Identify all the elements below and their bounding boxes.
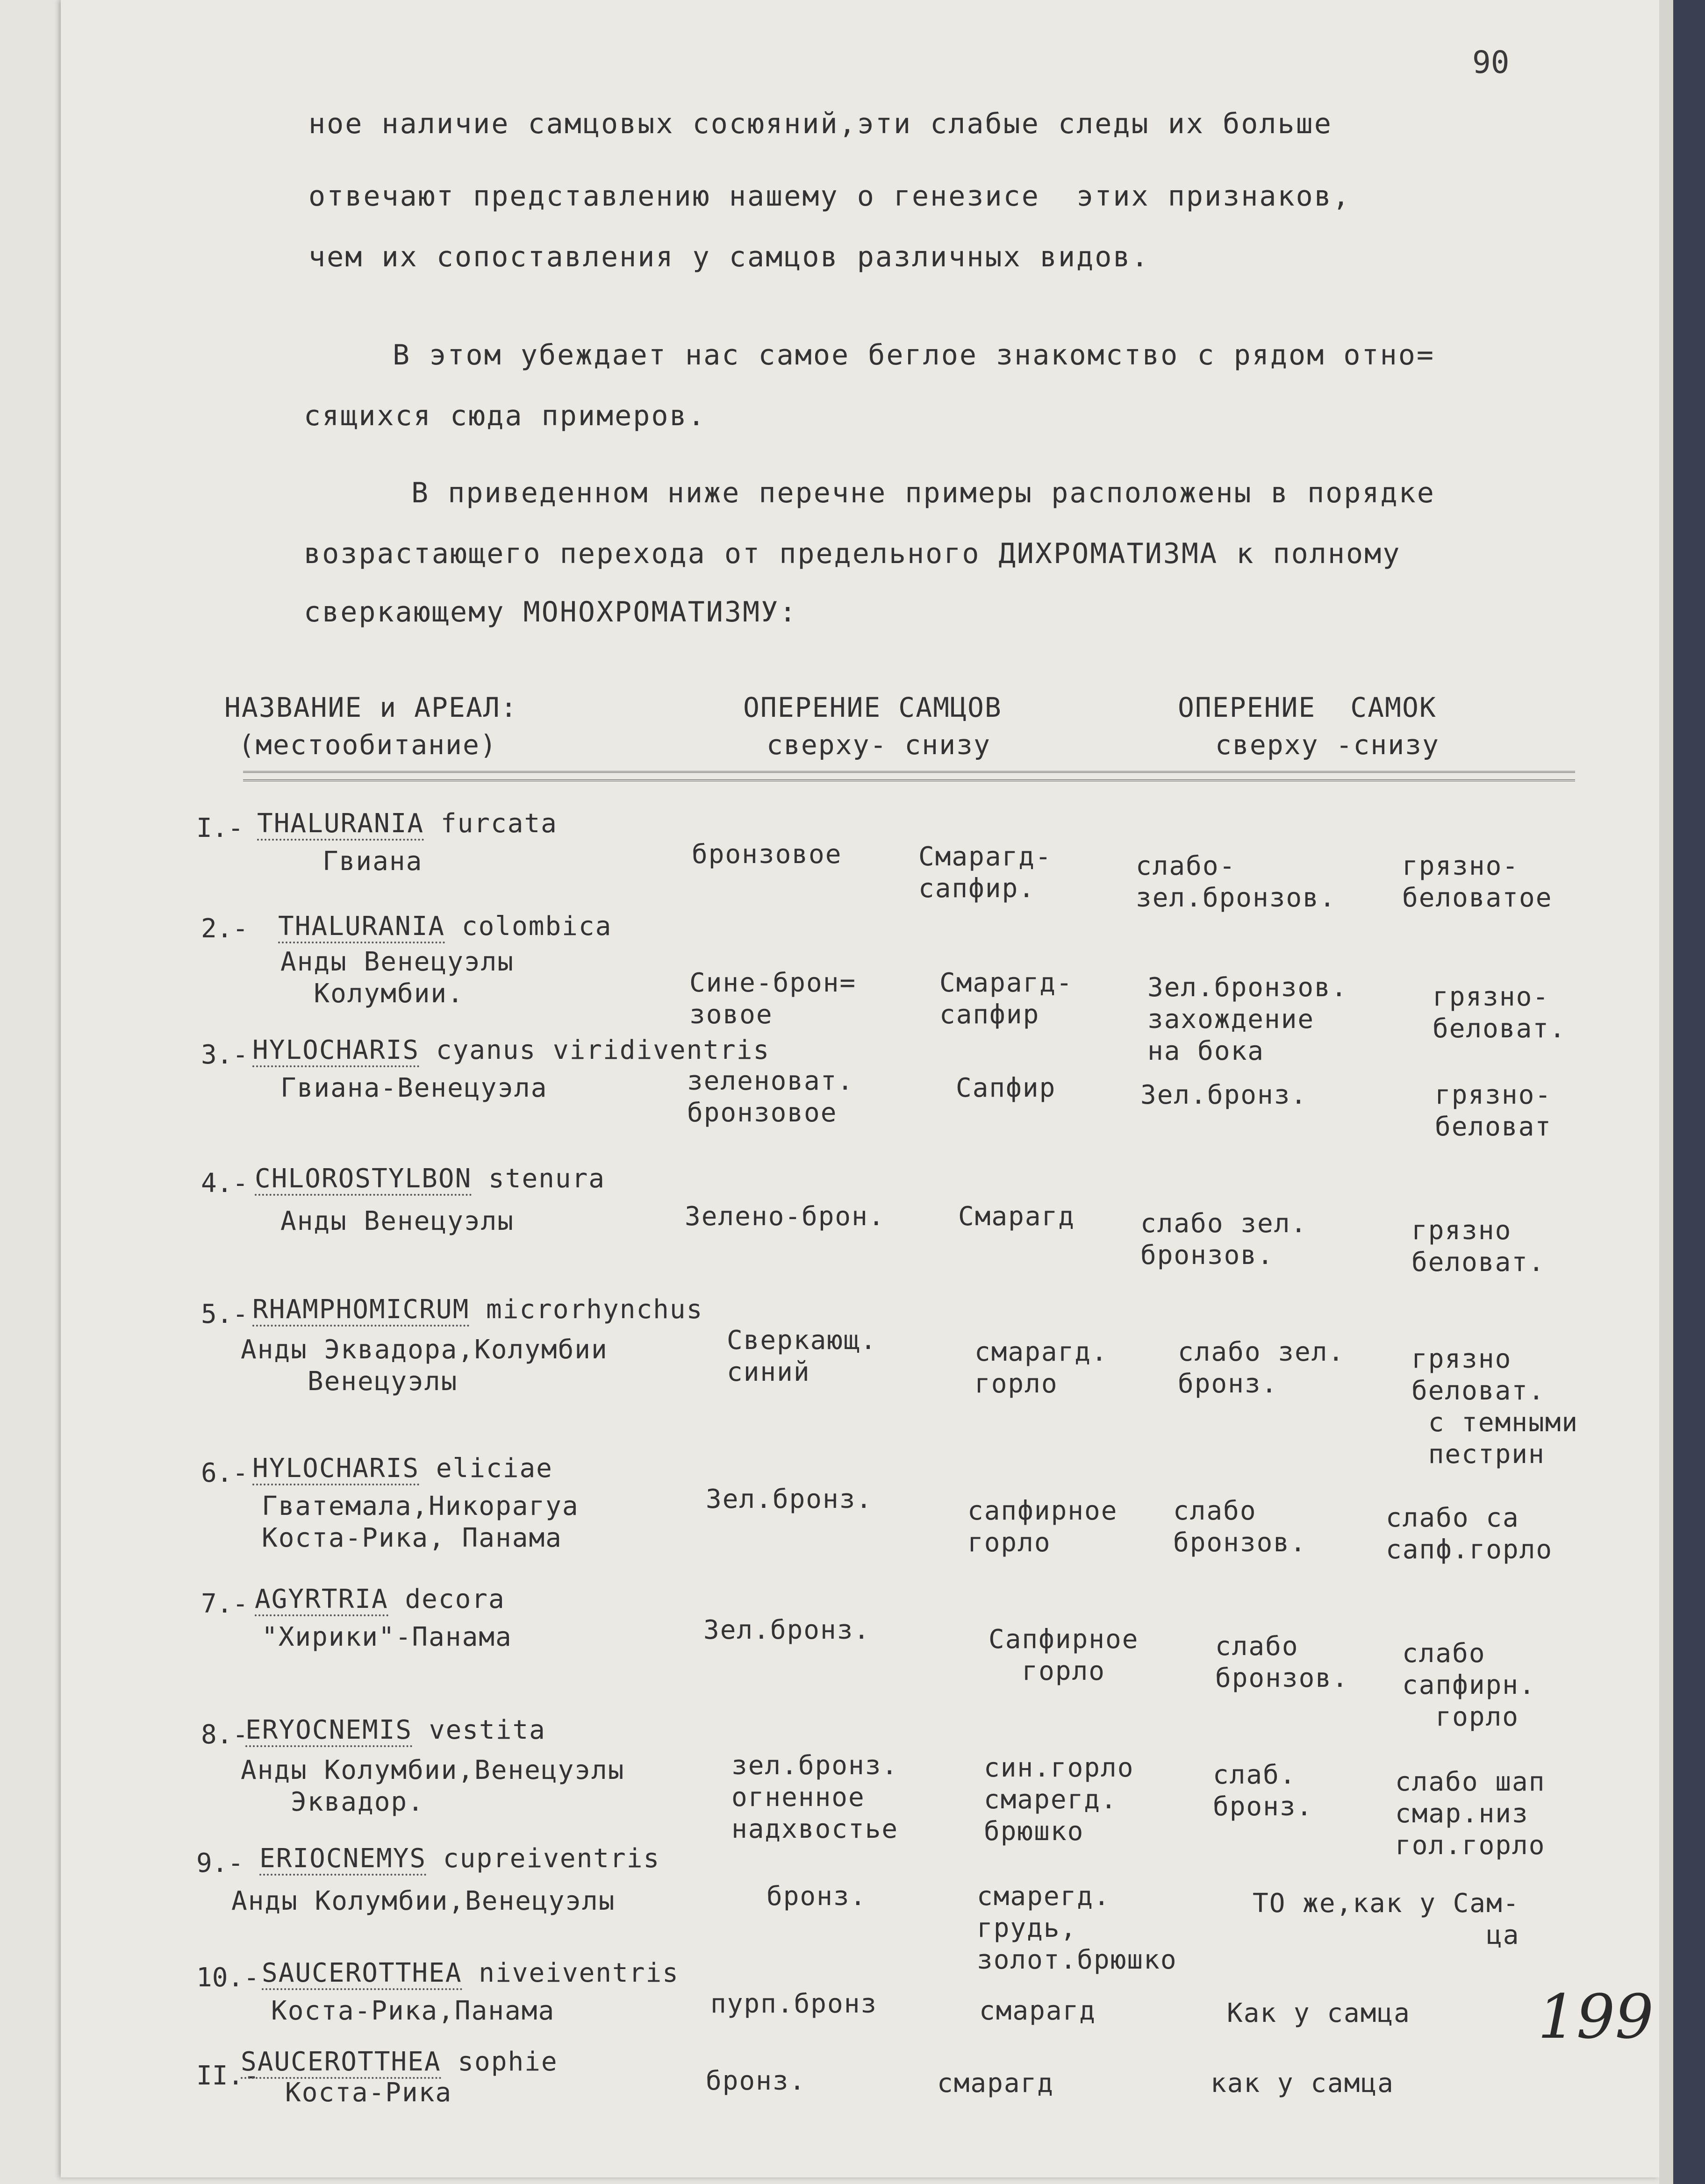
male-top: Сине-брон= зовое [689,968,857,1030]
header-male-plumage: ОПЕРЕНИЕ САМЦОВ [743,692,1002,723]
species: decora [405,1584,505,1614]
male-top: пурп.бронз [710,1989,878,2019]
female-top: как у самца [1211,2068,1394,2098]
paragraph-line: В этом убеждает нас самое беглое знакомство с рядом отно= [393,339,1435,371]
male-bottom: смарагд [937,2068,1054,2098]
row-number: 6.- [201,1458,249,1488]
female-bottom: грязно беловат. [1411,1215,1545,1278]
male-bottom: смарагд [979,1996,1096,2026]
male-bottom: Смарагд- сапфир. [918,842,1052,904]
male-top: Зел.бронз. [706,1484,873,1514]
habitat: Гватемала,Никорагуа Коста-Рика, Панама [262,1491,579,1553]
species-name [257,808,558,839]
row-number: 10.- [196,1963,259,1993]
female-top: ТО же,как у Сам- ца [1253,1888,1520,1950]
genus: HYLOCHARIS [252,1035,419,1067]
header-name-area: НАЗВАНИЕ и АРЕАЛ: [224,692,518,723]
habitat: Гвиана [322,846,423,877]
female-bottom: грязно- беловат. [1433,982,1566,1044]
species-name [255,1163,605,1194]
row-number: 5.- [201,1299,249,1329]
page-edge [1659,0,1673,2184]
female-top: Зел.бронз. [1140,1080,1308,1110]
species: vestita [429,1715,546,1745]
species-name [259,1843,660,1874]
habitat: Коста-Рика,Панама [271,1996,555,2026]
male-top: Сверкающ. синий [727,1325,877,1387]
female-top: слабо зел. бронз. [1178,1337,1345,1399]
paragraph-line: сверкающему МОНОХРОМАТИЗМУ: [304,596,798,628]
genus: SAUCEROTTHEA [262,1958,462,1990]
header-female-plumage: ОПЕРЕНИЕ САМОК [1178,692,1437,723]
female-top: слаб. бронз. [1213,1760,1313,1822]
row-number: I.- [196,813,244,843]
paragraph-line: чем их сопоставления у самцов различных видов. [308,241,1150,273]
species-name [252,1294,703,1325]
species: stenura [488,1163,606,1194]
male-bottom: смарегд. грудь, золот.брюшко [977,1881,1177,1975]
genus: ERIOCNEMYS [259,1843,426,1876]
habitat: "Хирики"-Панама [262,1622,512,1652]
male-bottom: Сапфирное горло [989,1624,1139,1686]
male-bottom: Сапфир [956,1073,1056,1103]
habitat: Анды Венецуэлы [280,1206,515,1236]
genus: CHLOROSTYLBON [255,1163,472,1196]
genus: THALURANIA [278,911,445,943]
habitat: Анды Эквадора,Колумбии Венецуэлы [241,1335,608,1397]
female-top: слабо- зел.бронзов. [1136,851,1336,913]
row-number: II.- [196,2061,259,2091]
female-top: слабо зел. бронзов. [1140,1208,1308,1270]
header-female-sides: сверху -снизу [1215,729,1440,761]
genus: RHAMPHOMICRUM [252,1294,469,1327]
species-name [262,1958,679,1988]
species-name [252,1035,770,1065]
species-name [241,2047,558,2077]
row-number: 9.- [196,1848,244,1878]
species-name [255,1584,505,1614]
female-bottom: слабо шап смар.низ гол.горло [1395,1767,1546,1861]
male-top: бронзовое [692,839,842,870]
header-double-rule [243,771,1575,781]
female-top: Зел.бронзов. захождение на бока [1147,972,1348,1066]
folio-number-handwritten: 199 [1538,1981,1654,2052]
row-number: 2.- [201,914,249,944]
species: microrhynchus [486,1294,703,1325]
habitat: Анды Колумбии,Венецуэлы Эквадор. [241,1755,625,1817]
paragraph-line: возрастающего перехода от предельного ДИХРОМАТИЗМА к полному [304,537,1401,570]
page-number: 90 [1472,44,1510,80]
female-top: слабо бронзов. [1215,1631,1349,1693]
header-habitat: (местообитание) [238,729,497,761]
female-bottom: грязно- беловат [1435,1080,1552,1142]
genus: ERYOCNEMIS [245,1715,412,1747]
male-top: бронз. [706,2066,806,2096]
paragraph-line: ное наличие самцовых сосюяний,эти слабые следы их больше [308,107,1332,140]
habitat: Анды Колумбии,Венецуэлы [231,1886,616,1916]
female-bottom: слабо сапфирн. горло [1402,1638,1536,1732]
habitat: Анды Венецуэлы Колумбии. [280,947,515,1009]
male-top: бронз. [767,1881,867,1912]
genus: SAUCEROTTHEA [241,2047,441,2079]
genus: AGYRTRIA [255,1584,388,1616]
species: colombica [461,911,612,942]
species: cyanus viridiventris [436,1035,770,1065]
habitat: Коста-Рика [285,2077,452,2108]
paragraph-line: сящихся сюда примеров. [304,400,706,432]
male-bottom: сапфирное горло [967,1496,1118,1558]
species: eliciae [436,1453,553,1484]
species: cupreiventris [443,1843,660,1874]
species-name [245,1715,546,1745]
male-top: зел.бронз. огненное надхвостье [731,1750,899,1844]
header-male-sides: сверху- снизу [767,729,991,761]
species: sophie [458,2047,558,2077]
female-bottom: грязно- беловатое [1402,851,1553,913]
species: furcata [440,808,558,839]
genus: THALURANIA [257,808,424,841]
male-bottom: смарагд. горло [974,1337,1108,1399]
species-name [278,911,612,942]
female-top: Как у самца [1227,1998,1411,2028]
habitat: Гвиана-Венецуэла [280,1073,548,1103]
species: niveiventris [479,1958,679,1988]
male-top: зеленоват. бронзовое [687,1066,854,1128]
row-number: 7.- [201,1589,249,1619]
paragraph-line: В приведенном ниже перечне примеры расположены в порядке [411,477,1435,509]
male-bottom: Смарагд [958,1201,1075,1232]
male-top: Зелено-брон. [685,1201,885,1232]
genus: HYLOCHARIS [252,1453,419,1485]
row-number: 4.- [201,1168,249,1199]
species-name [252,1453,553,1484]
male-top: Зел.бронз. [703,1615,871,1645]
paragraph-line: отвечают представлению нашему о генезисе этих признаков, [308,180,1351,213]
row-number: 8.- [201,1720,249,1750]
male-bottom: Смарагд- сапфир [939,968,1073,1030]
female-bottom: грязно беловат. с темными пестрин [1411,1344,1579,1470]
female-top: слабо бронзов. [1173,1496,1307,1558]
female-bottom: слабо са сапф.горло [1386,1503,1553,1565]
row-number: 3.- [201,1040,249,1070]
male-bottom: син.горло смарегд. брюшко [984,1753,1134,1847]
